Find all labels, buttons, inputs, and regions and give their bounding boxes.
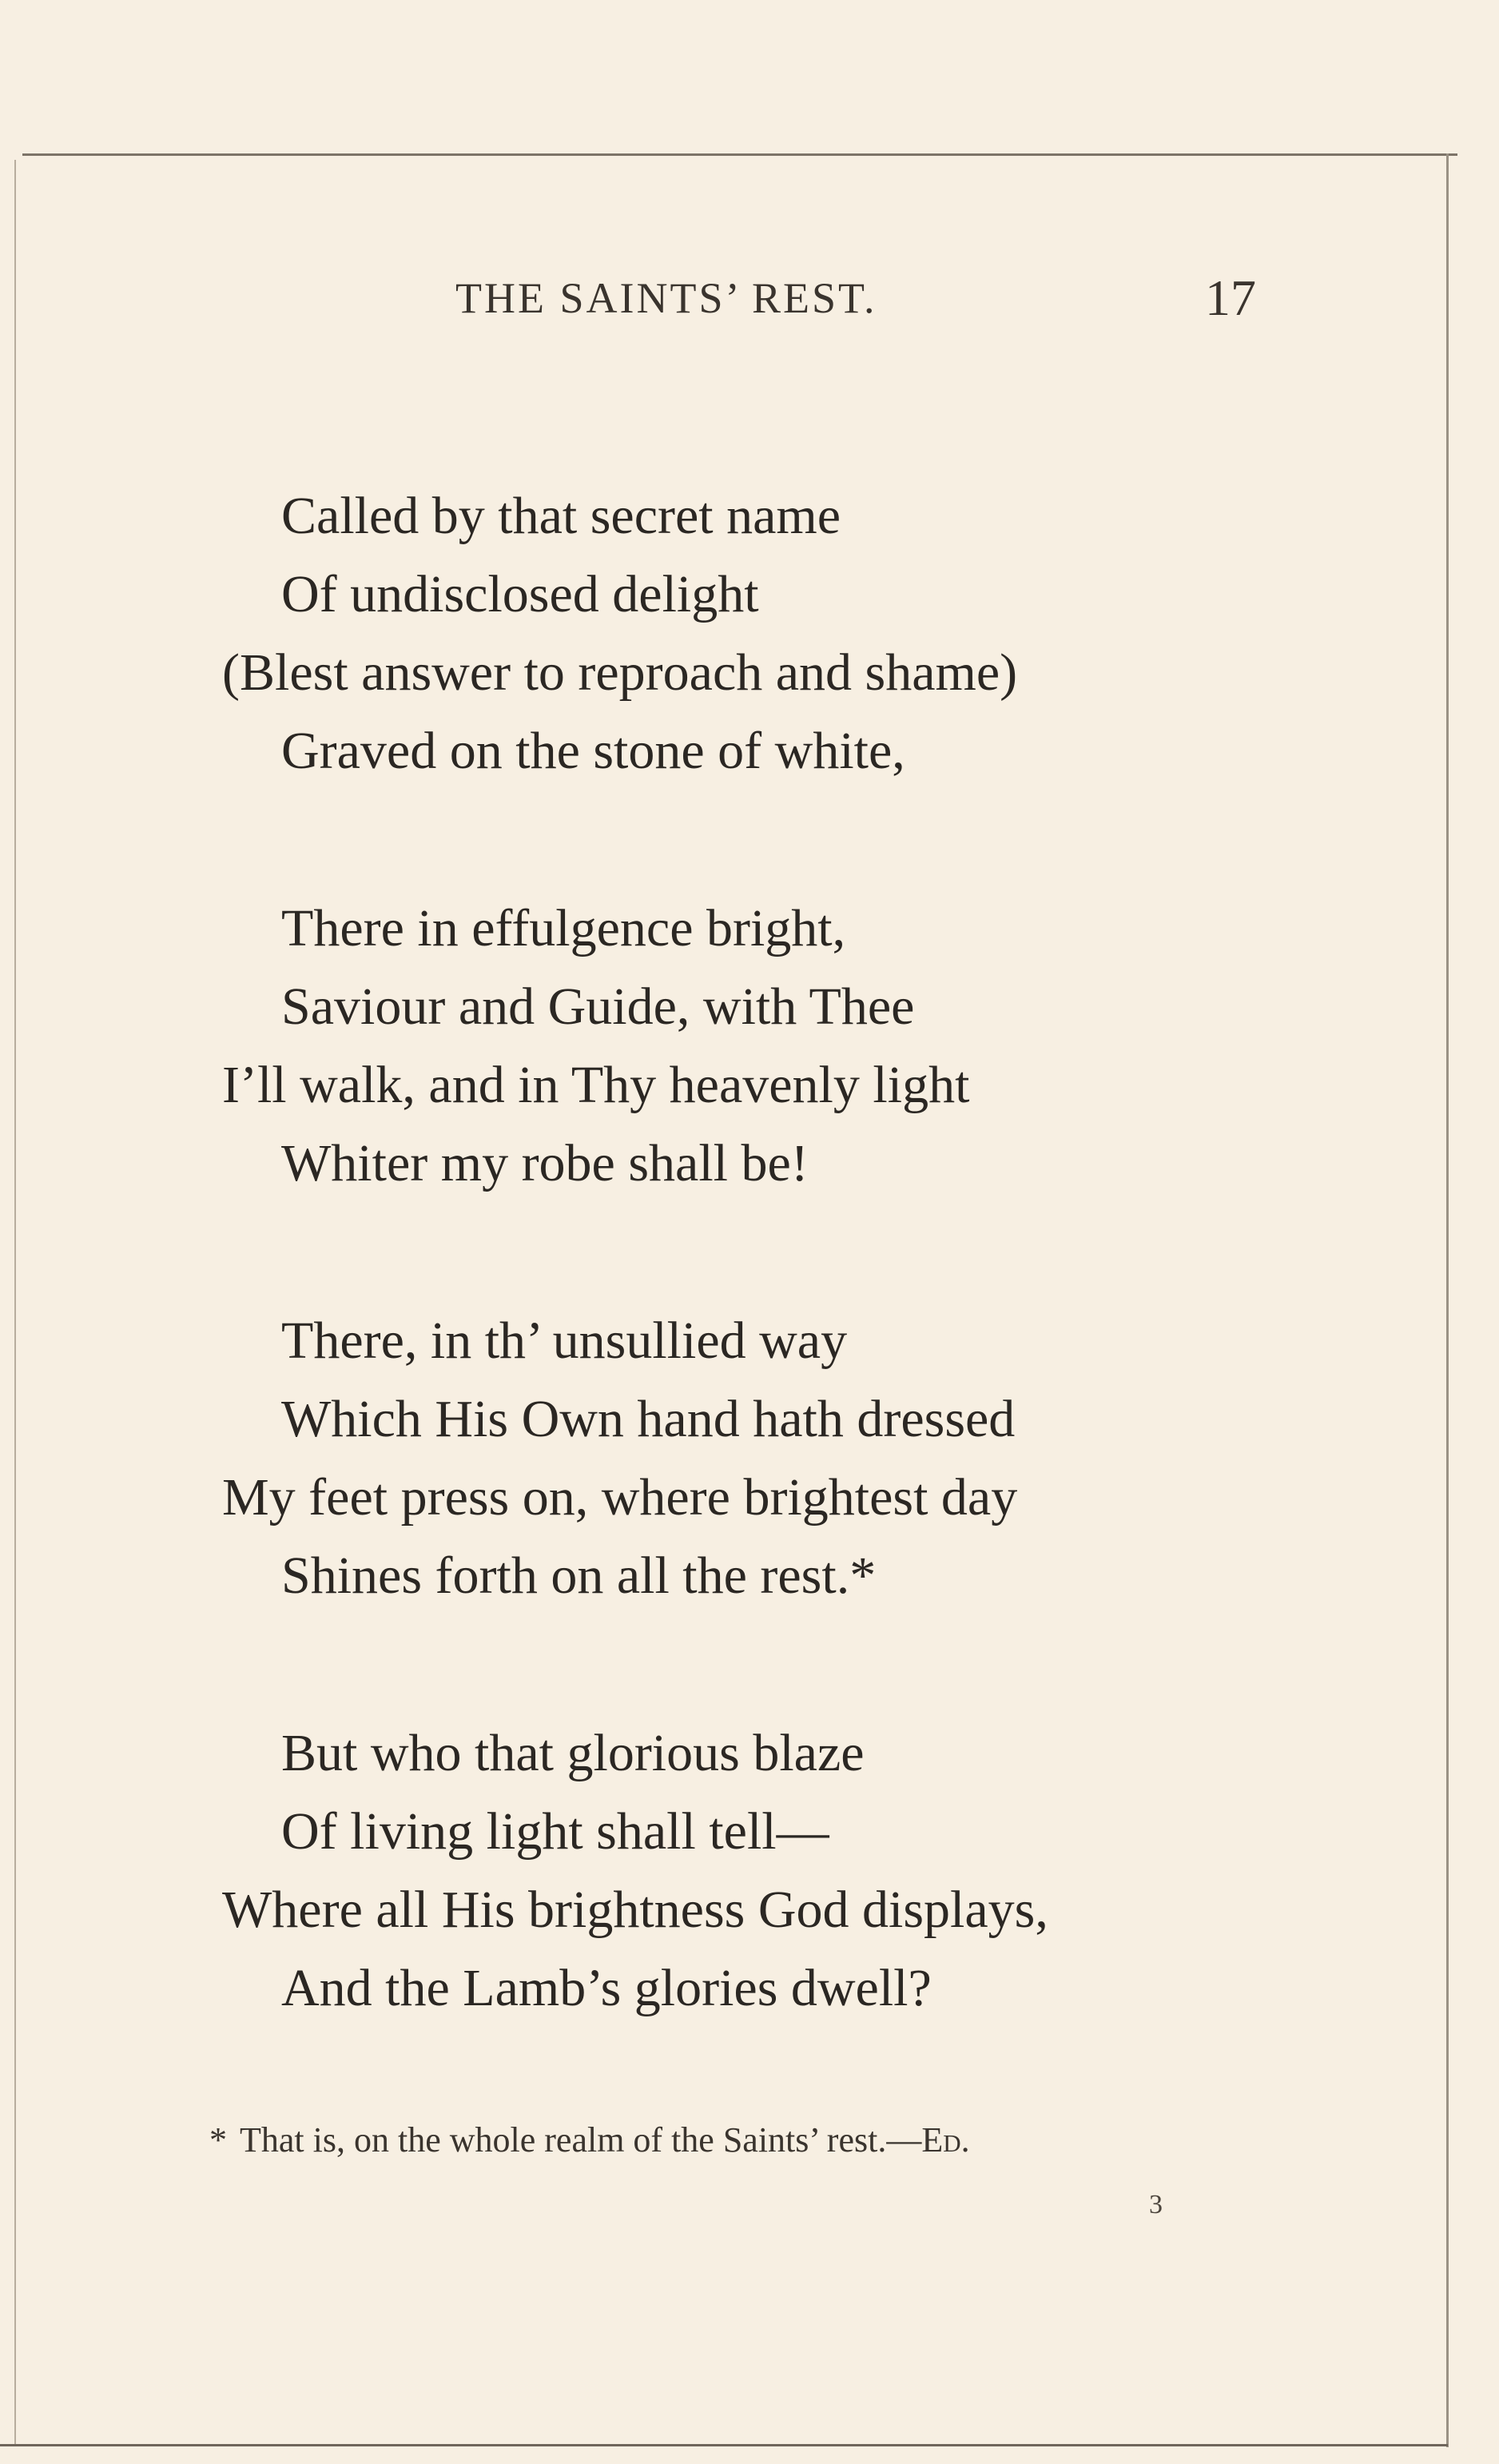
footnote-marker: * bbox=[209, 2120, 227, 2159]
poem-line: My feet press on, where brightest day bbox=[222, 1468, 1018, 1527]
poem-line: Of living light shall tell— bbox=[281, 1802, 829, 1861]
page-number: 17 bbox=[1205, 269, 1256, 326]
poem-line: Of undisclosed delight bbox=[281, 565, 759, 623]
poem-line: There, in th’ unsullied way bbox=[281, 1312, 848, 1370]
footnote-text: That is, on the whole realm of the Saints’ rest.— bbox=[240, 2120, 922, 2159]
page-border-bottom bbox=[0, 2444, 1448, 2446]
poem-line: I’ll walk, and in Thy heavenly light bbox=[222, 1056, 970, 1114]
footnote-attribution: Ed. bbox=[921, 2120, 970, 2159]
poem-line: Graved on the stone of white, bbox=[281, 722, 905, 780]
running-head: THE SAINTS’ REST. bbox=[455, 274, 877, 322]
poem-line: But who that glorious blaze bbox=[281, 1724, 865, 1782]
poem-line: Whiter my robe shall be! bbox=[281, 1134, 809, 1192]
poem-line: Shines forth on all the rest.* bbox=[281, 1546, 877, 1605]
poem-line: (Blest answer to reproach and shame) bbox=[222, 643, 1018, 702]
poem-line: Which His Own hand hath dressed bbox=[281, 1390, 1016, 1448]
poem-line: Called by that secret name bbox=[281, 487, 841, 545]
poem-line: There in effulgence bright, bbox=[281, 899, 846, 957]
poem-line: Where all His brightness God displays, bbox=[222, 1881, 1048, 1939]
page-border-top bbox=[22, 153, 1457, 156]
footnote bbox=[209, 2120, 970, 2160]
poem-line: And the Lamb’s glories dwell? bbox=[281, 1959, 932, 2017]
poem-line: Saviour and Guide, with Thee bbox=[281, 977, 915, 1036]
page-border-right bbox=[1446, 153, 1449, 2447]
page-border-left bbox=[14, 160, 16, 2446]
signature-mark: 3 bbox=[1149, 2190, 1163, 2219]
